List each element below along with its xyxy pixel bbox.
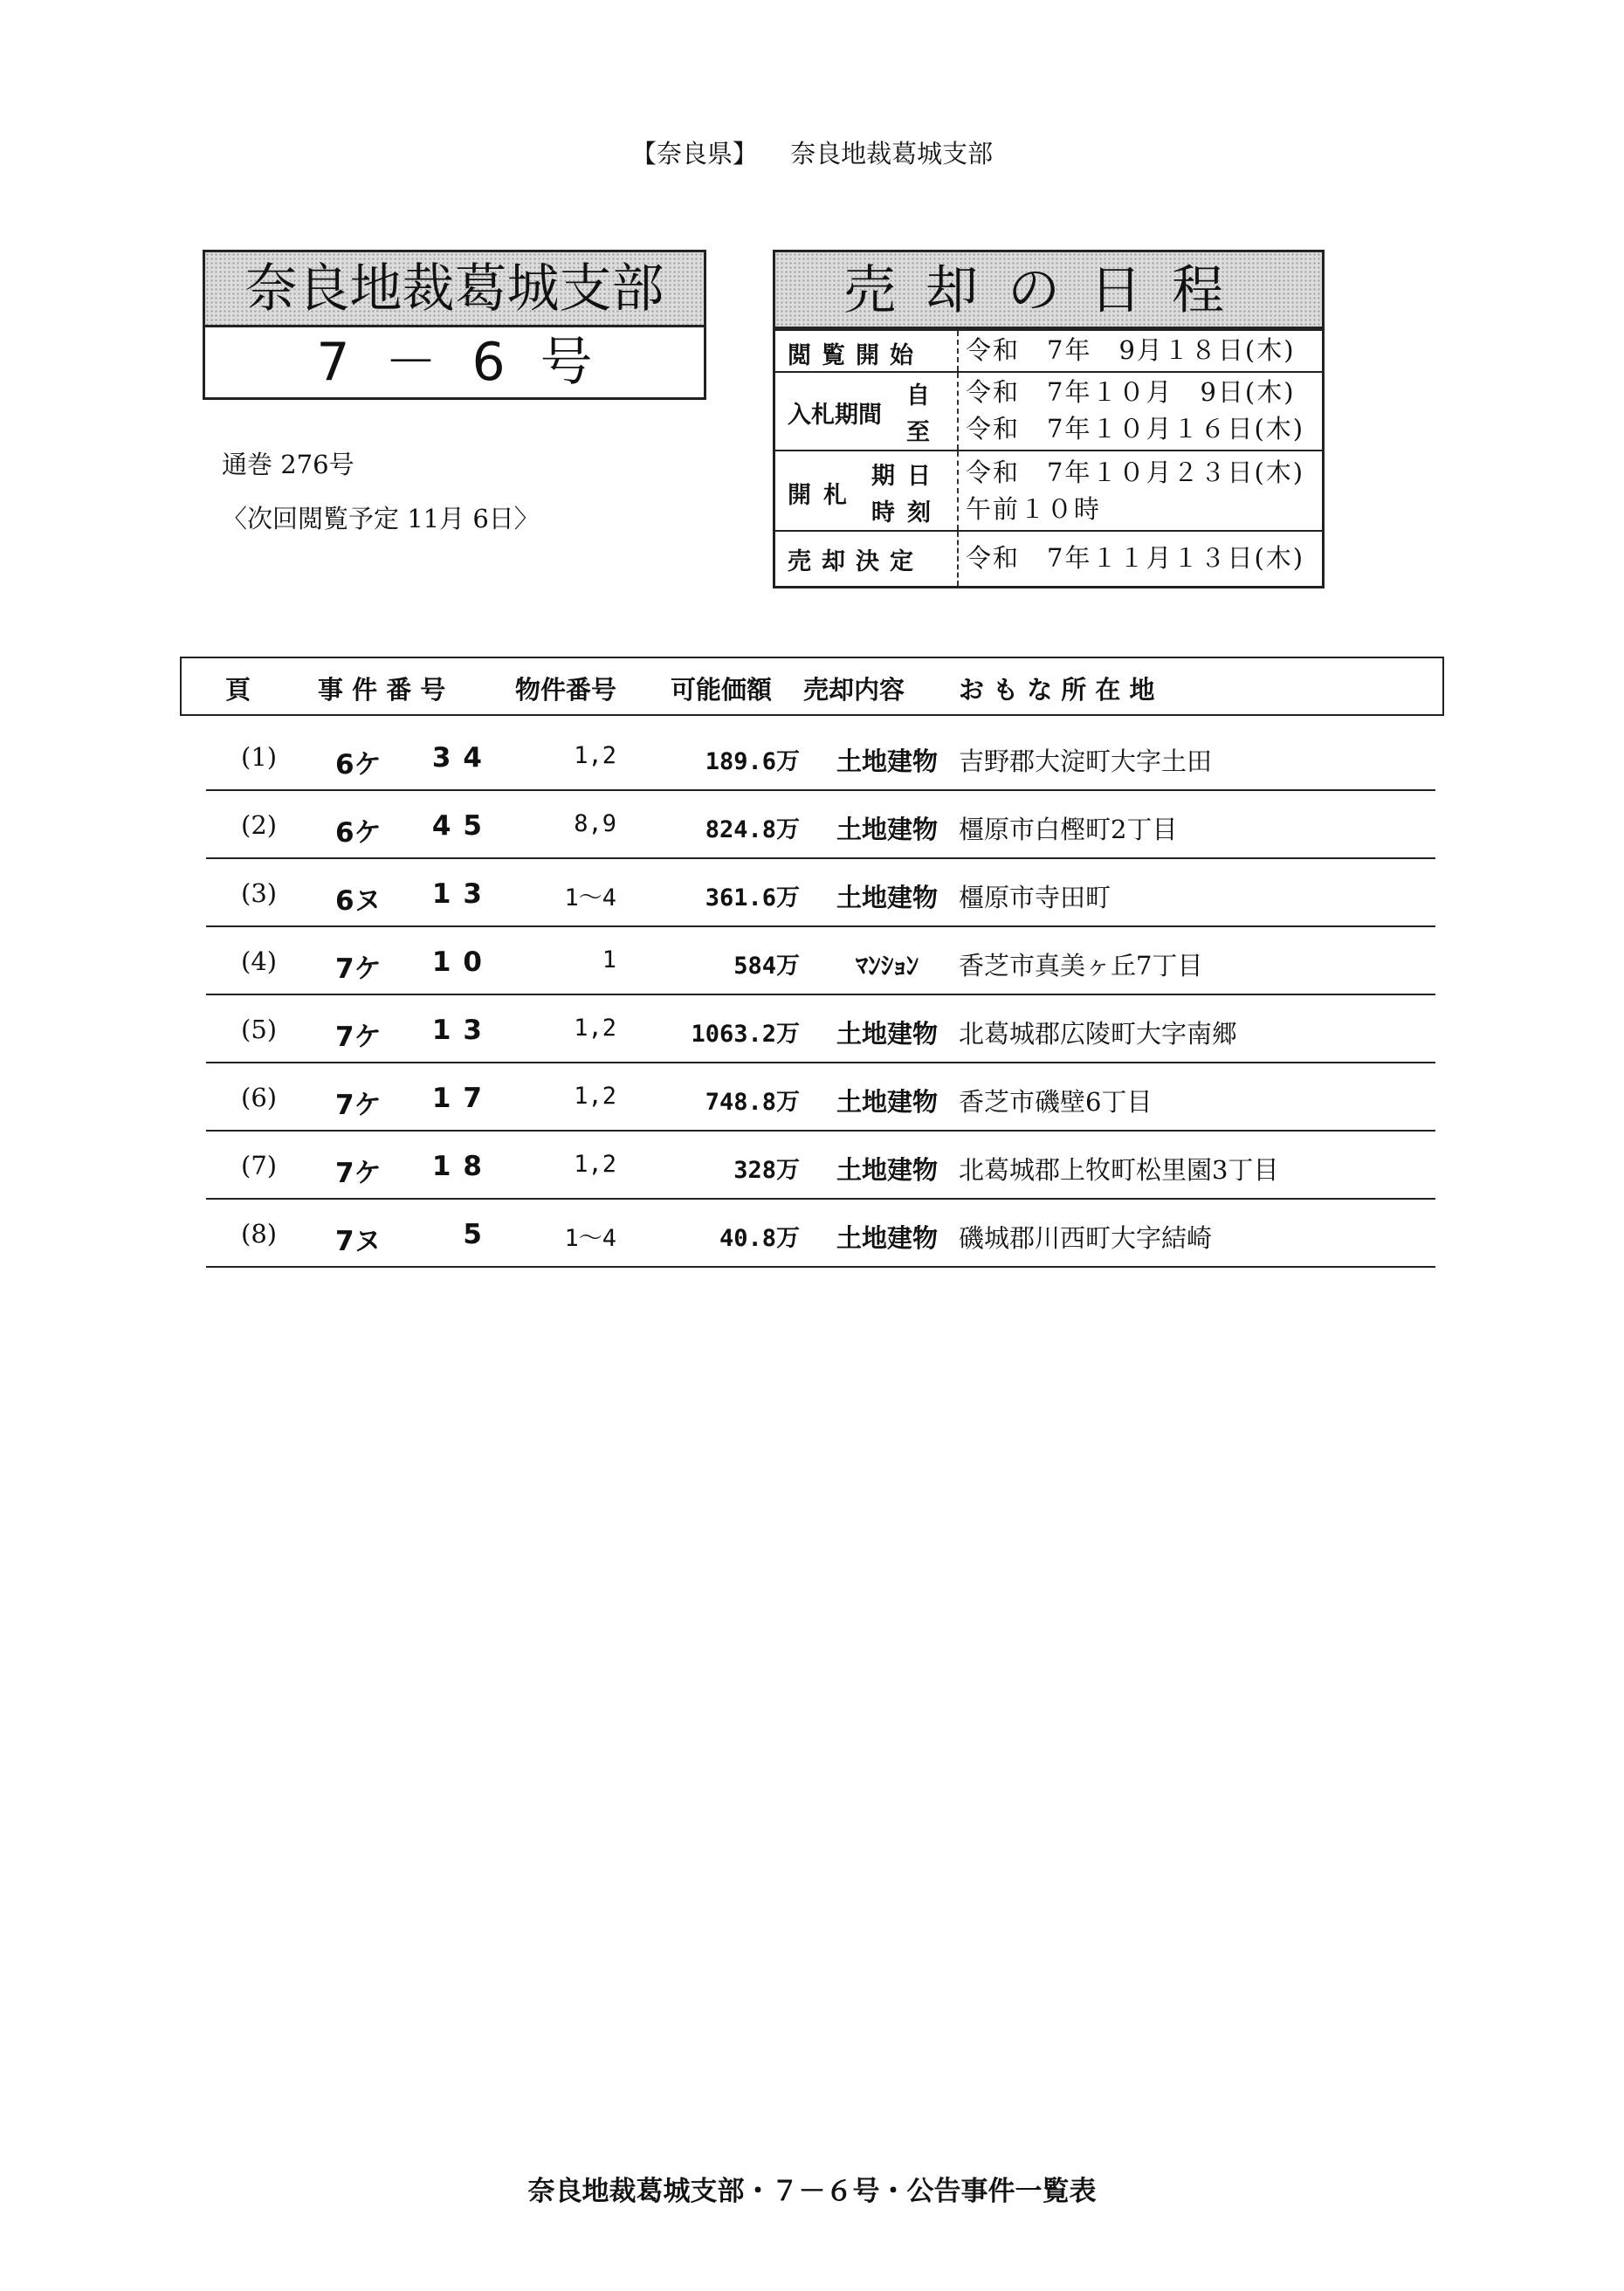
bid-period-label: 入札期間: [788, 402, 882, 429]
row-page: (1): [241, 742, 278, 772]
row-case-number: 13: [431, 1015, 494, 1046]
row-type: 土地建物: [836, 815, 938, 844]
row-type: ﾏﾝｼｮﾝ: [855, 951, 919, 980]
schedule-title: 売却の日程: [775, 252, 1322, 329]
decision-value: 令和 7年１１月１３日(木): [966, 543, 1305, 573]
row-case-number: 5: [463, 1219, 494, 1250]
schedule-row-bid-period: [775, 371, 1322, 450]
volume-number: 通巻 276号: [222, 450, 354, 479]
row-type: 土地建物: [836, 746, 938, 776]
row-case: 7ケ: [335, 1022, 382, 1053]
bid-to-label: 至: [906, 419, 930, 446]
viewing-start-label: 閲覧開始: [788, 342, 924, 369]
row-location: 橿原市寺田町: [959, 883, 1111, 912]
opening-date-value: 令和 7年１０月２３日(木): [966, 458, 1305, 487]
row-case: 7ケ: [335, 953, 382, 985]
header-price: 可能価額: [671, 675, 773, 705]
row-case-number: 10: [431, 946, 494, 978]
header-case-number: 事 件 番 号: [318, 675, 446, 705]
row-type: 土地建物: [836, 883, 938, 912]
row-case: 6ケ: [335, 749, 382, 781]
row-case: 7ケ: [335, 1090, 382, 1121]
row-type: 土地建物: [836, 1155, 938, 1185]
table-row: [206, 859, 1435, 927]
table-row: [206, 1200, 1435, 1268]
opening-time-value: 午前１０時: [966, 494, 1102, 524]
row-price: 189.6万: [705, 748, 800, 775]
bid-to-value: 令和 7年１０月１６日(木): [966, 414, 1305, 444]
row-location: 北葛城郡上牧町松里園3丁目: [959, 1155, 1279, 1185]
row-location: 香芝市磯壁6丁目: [959, 1087, 1153, 1117]
row-price: 40.8万: [719, 1225, 800, 1252]
title-box: [203, 250, 706, 400]
schedule-row-viewing: [775, 329, 1322, 371]
opening-date-label: 期日: [871, 463, 943, 490]
row-page: (4): [241, 946, 278, 976]
page-header: [0, 134, 1624, 170]
opening-time-label: 時刻: [871, 499, 943, 526]
row-case: 6ケ: [335, 817, 382, 849]
row-type: 土地建物: [836, 1019, 938, 1049]
row-page: (6): [241, 1083, 278, 1112]
table-row: [206, 791, 1435, 859]
row-page: (5): [241, 1015, 278, 1044]
table-row: [206, 1132, 1435, 1200]
row-price: 361.6万: [705, 884, 800, 912]
row-case: 6ヌ: [335, 885, 382, 917]
branch-label: 奈良地裁葛城支部: [790, 139, 994, 169]
row-price: 1063.2万: [691, 1021, 800, 1048]
row-page: (8): [241, 1219, 278, 1249]
opening-label: 開札: [788, 482, 859, 509]
row-location: 橿原市白樫町2丁目: [959, 815, 1178, 844]
issue-number: 7－6号: [316, 332, 628, 393]
row-price: 328万: [733, 1157, 800, 1184]
row-case-number: 17: [431, 1083, 494, 1114]
sale-schedule-box: [773, 250, 1325, 588]
row-property: 1,2: [574, 1015, 616, 1042]
row-page: (7): [241, 1151, 278, 1180]
header-location: お も な 所 在 地: [959, 675, 1155, 705]
row-price: 748.8万: [705, 1089, 800, 1116]
row-property: 1,2: [574, 742, 616, 769]
row-case: 7ヌ: [335, 1226, 382, 1257]
decision-label: 売却決定: [788, 548, 924, 575]
row-property: 1: [602, 946, 616, 974]
court-title: 奈良地裁葛城支部: [205, 252, 704, 327]
row-case-number: 13: [431, 878, 494, 910]
row-location: 北葛城郡広陵町大字南郷: [959, 1019, 1238, 1049]
schedule-row-decision: [775, 530, 1322, 586]
header-sale-type: 売却内容: [803, 675, 905, 705]
table-row: [206, 927, 1435, 995]
header-property-number: 物件番号: [515, 675, 617, 705]
prefecture-label: 【奈良県】: [630, 139, 758, 169]
header-page: 頁: [225, 675, 251, 705]
row-case: 7ケ: [335, 1158, 382, 1189]
row-location: 吉野郡大淀町大字土田: [959, 746, 1213, 776]
table-row: [206, 1063, 1435, 1132]
bid-from-label: 自: [906, 382, 930, 409]
row-property: 1～4: [564, 884, 616, 912]
row-property: 1～4: [564, 1225, 616, 1252]
page-footer: 奈良地裁葛城支部・７－６号・公告事件一覧表: [527, 2176, 1097, 2207]
row-property: 8,9: [574, 810, 616, 837]
row-case-number: 45: [431, 810, 494, 842]
row-price: 824.8万: [705, 816, 800, 843]
row-page: (2): [241, 810, 278, 840]
row-type: 土地建物: [836, 1223, 938, 1253]
row-property: 1,2: [574, 1083, 616, 1110]
viewing-start-value: 令和 7年 9月１８日(木): [966, 335, 1296, 365]
schedule-row-opening: [775, 450, 1322, 530]
case-list-header: [180, 657, 1444, 716]
table-row: [206, 995, 1435, 1063]
row-location: 磯城郡川西町大字結崎: [959, 1223, 1213, 1253]
bid-from-value: 令和 7年１０月 9日(木): [966, 377, 1296, 407]
row-page: (3): [241, 878, 278, 908]
row-type: 土地建物: [836, 1087, 938, 1117]
row-case-number: 18: [431, 1151, 494, 1182]
table-row: [206, 723, 1435, 791]
row-case-number: 34: [431, 742, 494, 774]
row-price: 584万: [733, 953, 800, 980]
next-viewing-date: 〈次回閲覧予定 11月 6日〉: [222, 504, 540, 533]
row-property: 1,2: [574, 1151, 616, 1178]
row-location: 香芝市真美ヶ丘7丁目: [959, 951, 1203, 980]
